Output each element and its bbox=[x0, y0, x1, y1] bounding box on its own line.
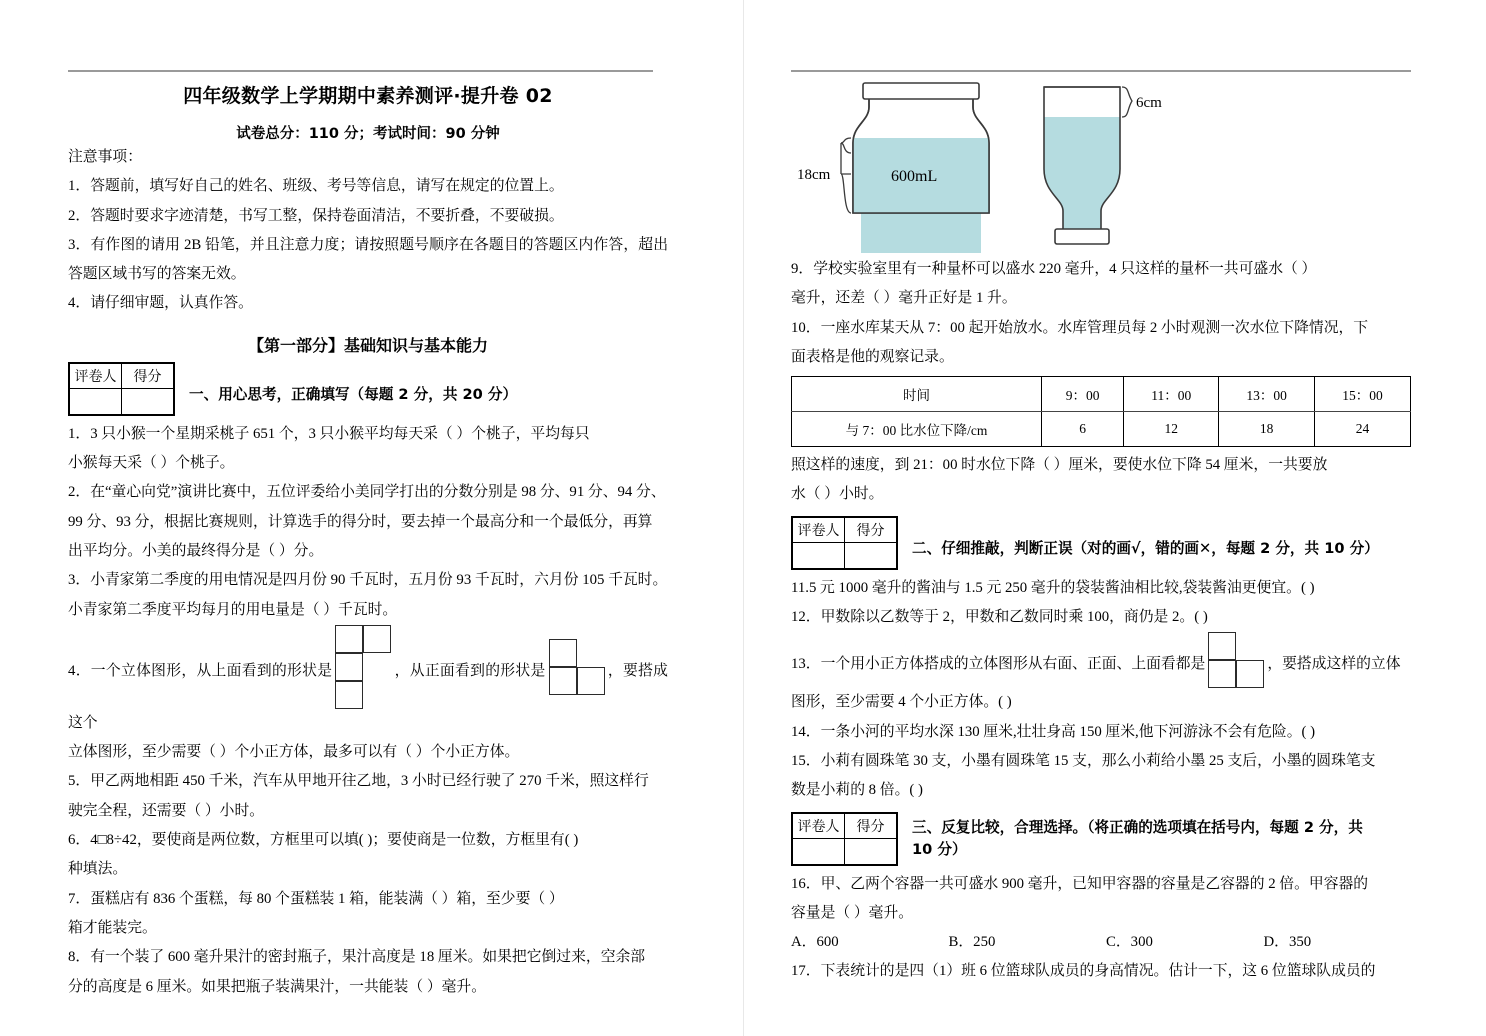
score-box bbox=[791, 812, 898, 866]
question-8-line-1: 8．有一个装了 600 毫升果汁的密封瓶子，果汁高度是 18 厘米。如果把它倒过来，空余部 bbox=[68, 949, 646, 966]
drop-cell-4: 24 bbox=[1315, 412, 1411, 447]
score-label: 得分 bbox=[122, 363, 174, 388]
bottle-figure-svg bbox=[791, 81, 1411, 253]
time-row-label: 时间 bbox=[792, 377, 1042, 412]
notice-item-3: 3．有作图的请用 2B 铅笔，并且注意力度；请按照题号顺序在各题目的答题区内作答，超出答题区域书写的答案无效。 bbox=[68, 236, 668, 283]
question-17: 17．下表统计的是四（1）班 6 位篮球队成员的身高情况。估计一下，这 6 位篮球队成员的 bbox=[791, 963, 1376, 980]
height-brace bbox=[841, 138, 851, 213]
option-c[interactable]: C．300 bbox=[1106, 934, 1153, 951]
question-12: 12．甲数除以乙数等于 2，甲数和乙数同时乘 100，商仍是 2。( ) bbox=[791, 609, 1208, 626]
score-input-cell[interactable] bbox=[122, 388, 174, 414]
drop-cell-3: 18 bbox=[1219, 412, 1315, 447]
section-three-heading-line-1: 三、反复比较，合理选择。（将正确的选项填在括号内，每题 2 分，共 bbox=[912, 818, 1363, 836]
question-14: 14．一条小河的平均水深 130 厘米,壮壮身高 150 厘米,他下河游泳不会有危险。( ) bbox=[791, 723, 1316, 740]
page-title: 四年级数学上学期期中素养测评·提升卷 02 bbox=[183, 85, 553, 107]
table-row bbox=[792, 377, 1411, 412]
reviewer-label: 评卷人 bbox=[70, 363, 122, 388]
question-6-line-2: 种填法。 bbox=[68, 861, 128, 878]
score-row-section-one bbox=[68, 362, 668, 416]
time-cell-1: 9：00 bbox=[1042, 377, 1124, 412]
question-11: 11.5 元 1000 毫升的酱油与 1.5 元 250 毫升的袋装酱油相比较,袋装酱油更便宜。( ) bbox=[791, 579, 1315, 596]
question-13-text-b: ，要搭成这样的立体 bbox=[1267, 656, 1401, 673]
question-4-line-1 bbox=[68, 625, 668, 738]
bottle-gap-label: 6cm bbox=[1136, 95, 1162, 111]
question-9-line-1: 9．学校实验室里有一种量杯可以盛水 220 毫升，4 只这样的量杯一共可盛水（ ） bbox=[791, 261, 1317, 277]
question-10-line-2: 面表格是他的观察记录。 bbox=[791, 348, 954, 365]
reviewer-input-cell[interactable] bbox=[793, 838, 845, 864]
front-view-shape-icon bbox=[549, 639, 605, 695]
section-three-heading-line-2: 10 分） bbox=[912, 841, 967, 859]
score-input-cell[interactable] bbox=[845, 542, 897, 568]
question-13-line-1 bbox=[791, 632, 1421, 688]
section-two-heading: 二、仔细推敲，判断正误（对的画√，错的画✕，每题 2 分，共 10 分） bbox=[912, 539, 1379, 557]
score-box bbox=[791, 516, 898, 570]
option-b[interactable]: B．250 bbox=[948, 934, 996, 951]
question-7-line-2: 箱才能装完。 bbox=[68, 919, 157, 936]
question-2-line-3: 出平均分。小美的最终得分是（ ）分。 bbox=[68, 542, 324, 559]
question-13-text-a: 13．一个用小正方体搭成的立体图形从右面、正面、上面看都是 bbox=[791, 656, 1206, 673]
question-13-line-2: 图形，至少需要 4 个小正方体。( ) bbox=[791, 694, 1012, 711]
question-4-text-c: ，要搭成这个 bbox=[68, 662, 668, 731]
right-column bbox=[743, 0, 1486, 1036]
score-label: 得分 bbox=[845, 813, 897, 838]
drop-cell-2: 12 bbox=[1124, 412, 1219, 447]
part-one-heading: 【第一部分】基础知识与基本能力 bbox=[247, 335, 488, 355]
bottle-cap bbox=[863, 83, 979, 99]
notice-item-4: 4．请仔细审题，认真作答。 bbox=[68, 295, 253, 312]
question-16-line-2: 容量是（ ）毫升。 bbox=[791, 904, 914, 921]
time-cell-3: 13：00 bbox=[1219, 377, 1315, 412]
question-3-line-1: 3．小青家第二季度的用电情况是四月份 90 千瓦时，五月份 93 千瓦时，六月份 105 千瓦时。 bbox=[68, 572, 668, 589]
reviewer-label: 评卷人 bbox=[793, 813, 845, 838]
header-rule-right bbox=[791, 70, 1411, 72]
question-8-line-2: 分的高度是 6 厘米。如果把瓶子装满果汁，一共能装（ ）毫升。 bbox=[68, 978, 487, 995]
score-label: 得分 bbox=[845, 517, 897, 542]
section-three-heading bbox=[898, 812, 1363, 862]
drop-row-label: 与 7：00 比水位下降/cm bbox=[792, 412, 1042, 447]
section-one-heading: 一、用心思考，正确填写（每题 2 分，共 20 分） bbox=[189, 385, 518, 403]
question-16-options bbox=[791, 928, 1421, 957]
question-3-line-2: 小青家第二季度平均每月的用电量是（ ）千瓦时。 bbox=[68, 601, 398, 618]
time-cell-2: 11：00 bbox=[1124, 377, 1219, 412]
notice-label: 注意事项： bbox=[68, 149, 142, 165]
option-d[interactable]: D．350 bbox=[1263, 934, 1312, 951]
top-view-shape-icon bbox=[335, 625, 391, 709]
exam-subtitle: 试卷总分：110 分；考试时间：90 分钟 bbox=[236, 126, 500, 142]
notice-item-2: 2．答题时要求字迹清楚，书写工整，保持卷面清洁，不要折叠，不要破损。 bbox=[68, 207, 564, 224]
bottle-figure bbox=[791, 81, 1411, 253]
question-1-line-2: 小猴每天采（ ）个桃子。 bbox=[68, 455, 235, 472]
question-10-line-1: 10．一座水库某天从 7：00 起开始放水。水库管理员每 2 小时观测一次水位下降情况，下 bbox=[791, 319, 1369, 336]
table-row bbox=[792, 412, 1411, 447]
header-rule bbox=[68, 70, 653, 72]
question-6-line-1: 6．4□8÷42，要使商是两位数，方框里可以填( )；要使商是一位数，方框里有( ) bbox=[68, 832, 579, 849]
notice-item-1: 1．答题前，填写好自己的姓名、班级、考号等信息，请写在规定的位置上。 bbox=[68, 178, 564, 195]
gap-brace bbox=[1122, 87, 1132, 117]
question-2-line-2: 99 分、93 分，根据比赛规则，计算选手的得分时，要去掉一个最高分和一个最低分，再算 bbox=[68, 513, 653, 530]
question-7-line-1: 7．蛋糕店有 836 个蛋糕，每 80 个蛋糕装 1 箱，能装满（ ）箱，至少要（ ） bbox=[68, 890, 564, 907]
question-10-after-line-1: 照这样的速度，到 21：00 时水位下降（ ）厘米，要使水位下降 54 厘米，一共要放 bbox=[791, 457, 1328, 474]
question-4-text-b: ，从正面看到的形状是 bbox=[394, 662, 546, 679]
question-1-line-1: 1．3 只小猴一个星期采桃子 651 个，3 只小猴平均每天采（ ）个桃子，平均每只 bbox=[68, 425, 590, 442]
question-5-line-1: 5．甲乙两地相距 450 千米，汽车从甲地开往乙地，3 小时已经行驶了 270 千米，照这样行 bbox=[68, 773, 649, 790]
question-16-line-1: 16．甲、乙两个容器一共可盛水 900 毫升，已知甲容器的容量是乙容器的 2 倍。甲容器的 bbox=[791, 875, 1369, 892]
reviewer-input-cell[interactable] bbox=[70, 388, 122, 414]
drop-cell-1: 6 bbox=[1042, 412, 1124, 447]
score-row-section-three bbox=[791, 812, 1421, 866]
score-box bbox=[68, 362, 175, 416]
question-5-line-2: 驶完全程，还需要（ ）小时。 bbox=[68, 802, 265, 819]
bottle-volume-label: 600mL bbox=[891, 168, 938, 185]
cube-view-shape-icon bbox=[1208, 632, 1264, 688]
reviewer-input-cell[interactable] bbox=[793, 542, 845, 568]
question-15-line-1: 15．小莉有圆珠笔 30 支，小墨有圆珠笔 15 支，那么小莉给小墨 25 支后，小墨的圆珠笔支 bbox=[791, 752, 1376, 769]
reviewer-label: 评卷人 bbox=[793, 517, 845, 542]
question-4-text-a: 4．一个立体图形，从上面看到的形状是 bbox=[68, 662, 333, 679]
inverted-bottle-cap bbox=[1055, 229, 1109, 244]
question-10-after-line-2: 水（ ）小时。 bbox=[791, 486, 884, 503]
score-row-section-two bbox=[791, 516, 1421, 570]
question-2-line-1: 2．在“童心向党”演讲比赛中，五位评委给小美同学打出的分数分别是 98 分、91 分、94 分、 bbox=[68, 484, 666, 501]
option-a[interactable]: A．600 bbox=[791, 934, 839, 951]
time-cell-4: 15：00 bbox=[1315, 377, 1411, 412]
score-input-cell[interactable] bbox=[845, 838, 897, 864]
question-4-line-2: 立体图形，至少需要（ ）个小正方体，最多可以有（ ）个小正方体。 bbox=[68, 744, 520, 761]
bottle-height-label: 18cm bbox=[797, 167, 831, 183]
question-9-line-2: 毫升，还差（ ）毫升正好是 1 升。 bbox=[791, 290, 1017, 307]
water-level-table bbox=[791, 376, 1411, 447]
question-15-line-2: 数是小莉的 8 倍。( ) bbox=[791, 782, 923, 799]
